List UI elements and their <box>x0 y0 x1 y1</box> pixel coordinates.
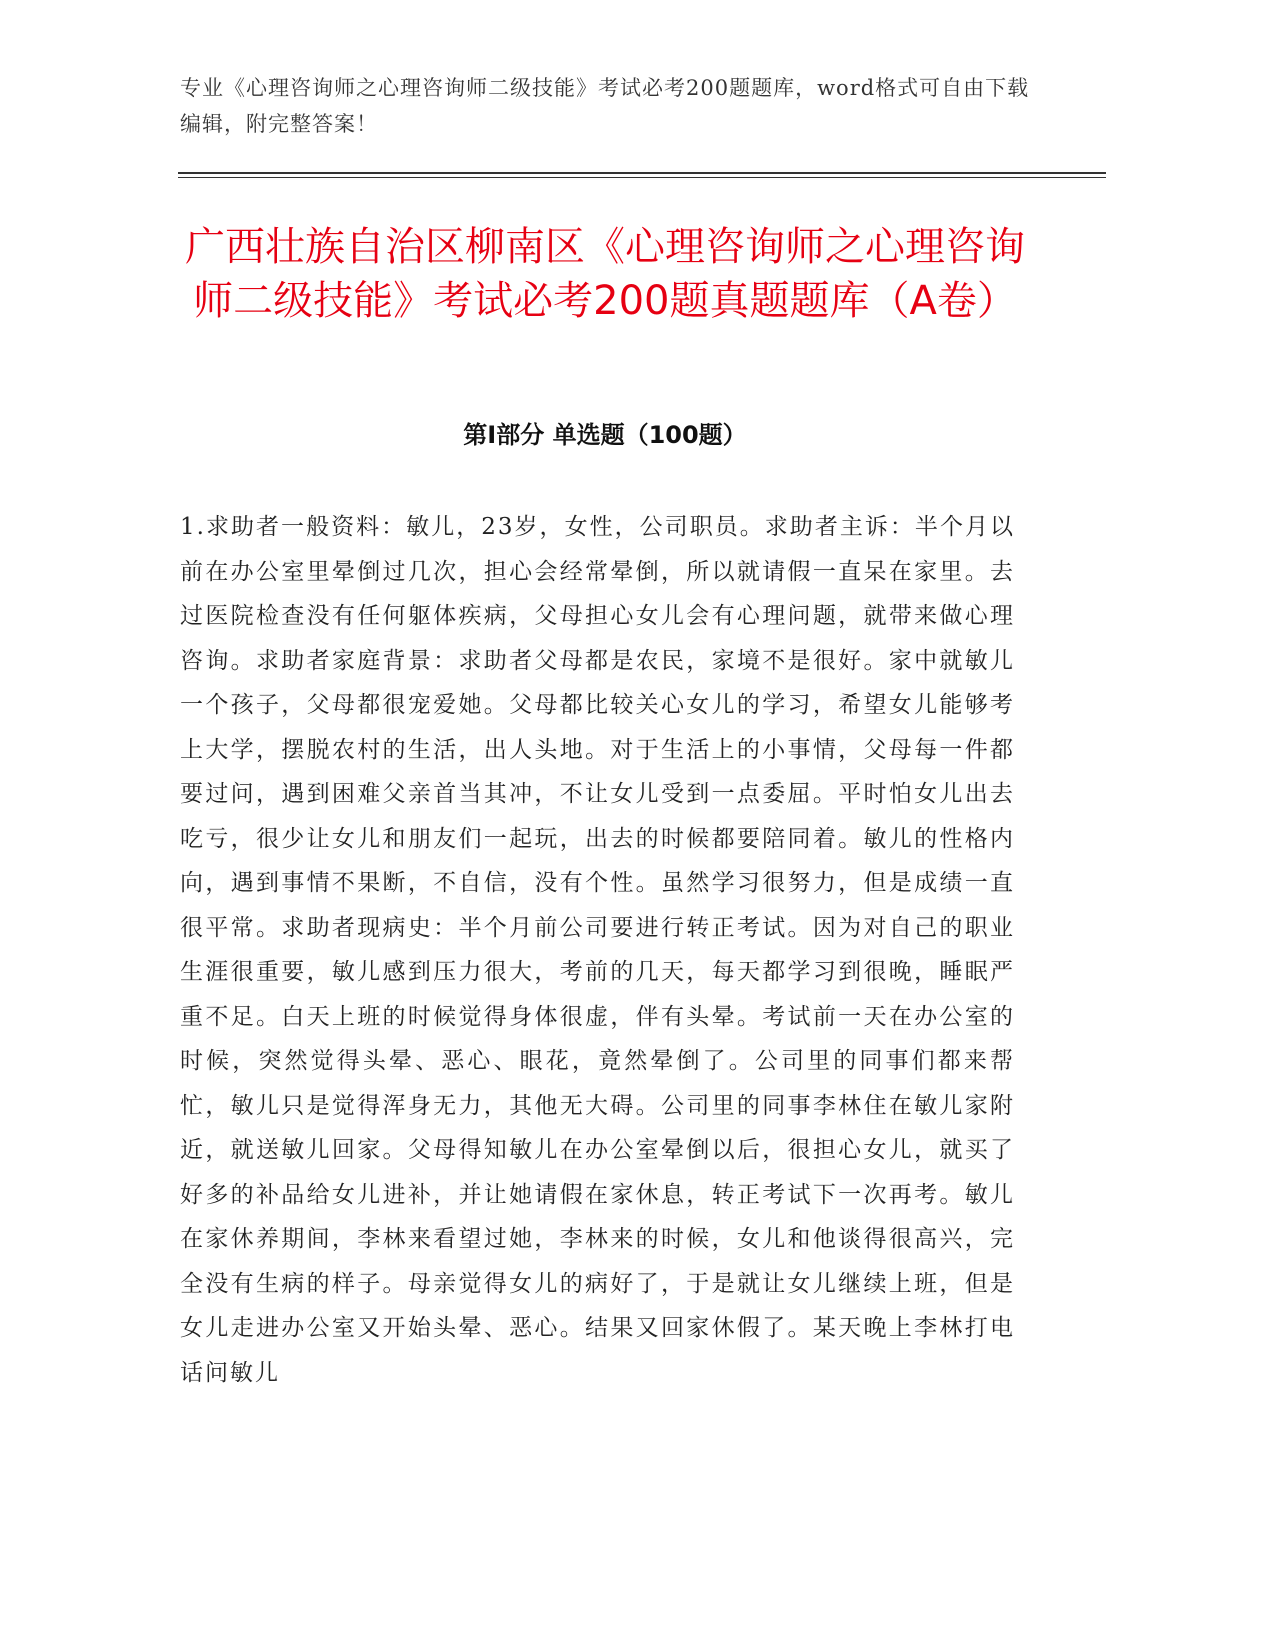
document-title: 广西壮族自治区柳南区《心理咨询师之心理咨询师二级技能》考试必考200题真题题库（A卷） <box>185 224 1025 324</box>
question-1-text: 1.求助者一般资料：敏儿，23岁，女性，公司职员。求助者主诉：半个月以前在办公室里晕倒过几次，担心会经常晕倒，所以就请假一直呆在家里。去过医院检查没有任何躯体疾病，父母担心女儿会有心理问题，就带来做心理咨询。求助者家庭背景：求助者父母都是农民，家境不是很好。家中就敏儿一个孩子，父母都很宠爱她。父母都比较关心女儿的学习，希望女儿能够考上大学，摆脱农村的生活，出人头地。对于生活上的小事情，父母每一件都要过问，遇到困难父亲首当其冲，不让女儿受到一点委屈。平时怕女儿出去吃亏，很少让女儿和朋友们一起玩，出去的时候都要陪同着。敏儿的性格内向，遇到事情不果断，不自信，没有个性。虽然学习很努力，但是成绩一直很平常。求助者现病史：半个月前公司要进行转正考试。因为对自己的职业生涯很重要，敏儿感到压力很大，考前的几天，每天都学习到很晚，睡眠严重不足。白天上班的时候觉得身体很虚，伴有头晕。考试前一天在办公室的时候，突然觉得头晕、恶心、眼花，竟然晕倒了。公司里的同事们都来帮忙，敏儿只是觉得浑身无力，其他无大碍。公司里的同事李林住在敏儿家附近，就送敏儿回家。父母得知敏儿在办公室晕倒以后，很担心女儿，就买了好多的补品给女儿进补，并让她请假在家休息，转正考试下一次再考。敏儿在家休养期间，李林来看望过她，李林来的时候，女儿和他谈得很高兴，完全没有生病的样子。母亲觉得女儿的病好了，于是就让女儿继续上班，但是女儿走进办公室又开始头晕、恶心。结果又回家休假了。某天晚上李林打电话问敏儿 <box>180 514 1015 1386</box>
header-divider-thick <box>178 172 1106 174</box>
header-divider-thin <box>178 177 1106 178</box>
section-heading: 第I部分 单选题（100题） <box>463 421 747 449</box>
header-note: 专业《心理咨询师之心理咨询师二级技能》考试必考200题题库，word格式可自由下载编辑，附完整答案！ <box>180 76 1030 136</box>
